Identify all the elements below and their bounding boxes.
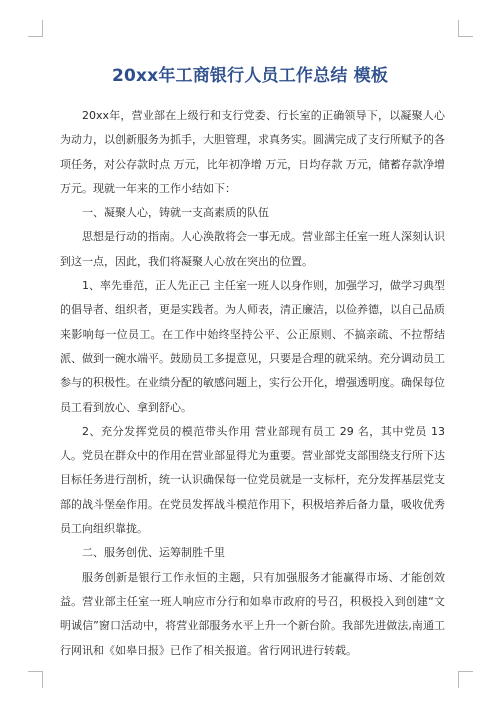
crop-mark-top-left (28, 20, 43, 37)
document-title: 20xx年工商银行人员工作总结 模板 (111, 66, 389, 86)
crop-mark-top-right (458, 20, 473, 37)
paragraph: 思想是行动的指南。人心涣散将会一事无成。营业部主任室一班人深刻认识到这一点，因此，我们将凝聚人心放在突出的位置。 (60, 230, 445, 268)
paragraph-intro: 20xx年，营业部在上级行和支行党委、行长室的正确领导下，以凝聚人心为动力，以创新服务为抓手，大胆管理，求真务实。圆满完成了支行所赋予的各项任务，对公存款时点 万元，比年初净增 万元，日均存款 万元，储蓄存款净增 万元。现就一年来的工作小结如下： (60, 109, 445, 195)
crop-mark-bottom-right (458, 671, 473, 688)
paragraph: 服务创新是银行工作永恒的主题，只有加强服务才能赢得市场、才能创效益。营业部主任室一班人响应市分行和如皋市政府的号召，积极投入到创建“文明诚信”窗口活动中，将营业部服务水平上升一个新台阶。我部先进做法,南通工行网讯和《如皋日报》已作了相关报道。省行网讯进行转载。 (60, 570, 445, 657)
paragraph: 2、充分发挥党员的模范带头作用 营业部现有员工 29 名，其中党员 13 人。党员在群众中的作用在营业部显得尤为重要。营业部党支部围绕支行所下达目标任务进行剖析，统一认识确保每一位党员就是一支标杆，充分发挥基层党支部的战斗堡垒作用。在党员发挥战斗模范作用下，积极培养后备力量，吸收优秀员工向组织靠拢。 (60, 424, 445, 536)
section-heading-1: 一、凝聚人心，铸就一支高素质的队伍 (82, 206, 269, 220)
paragraph: 1、率先垂范，正人先正己 主任室一班人以身作则，加强学习，做学习典型的倡导者、组织者，更是实践者。为人师表，清正廉洁，以俭养德，以自己品质来影响每一位员工。在工作中始终坚持公平、公正原则、不搞亲疏、不拉帮结派、做到一碗水端平。鼓励员工多提意见，只要是合理的就采纳。充分调动员工参与的积极性。在业绩分配的敏感问题上，实行公开化，增强透明度。确保每位员工看到放心、拿到舒心。 (60, 279, 445, 414)
crop-mark-bottom-left (28, 671, 43, 688)
section-heading-2: 二、服务创优、运筹制胜千里 (82, 546, 225, 560)
document-body (60, 104, 445, 663)
